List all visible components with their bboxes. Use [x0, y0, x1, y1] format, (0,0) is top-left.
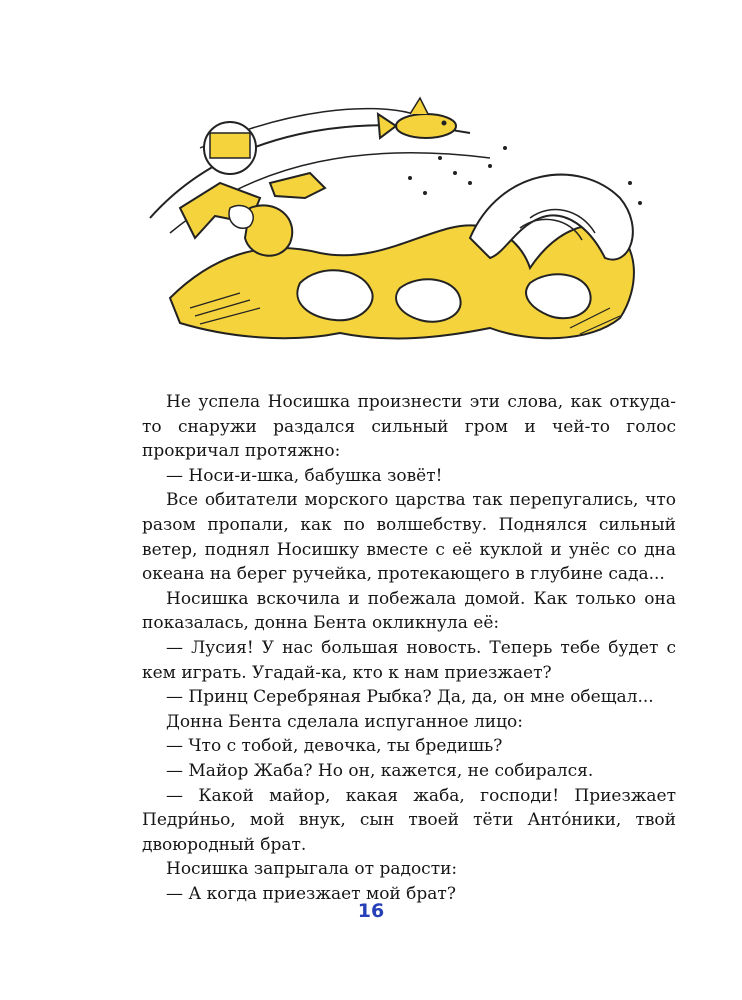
paragraph: Не успела Носишка произнести эти слова, как откуда-то снаружи раздался сильный гром и чей-то голос прокричал протяжно:	[142, 392, 676, 462]
paragraph: Донна Бента сделала испуганное лицо:	[166, 711, 524, 732]
fish-icon	[378, 98, 456, 138]
paragraph: — Лусия! У нас большая новость. Теперь тебе будет с кем играть. Угадай-ка, кто к нам приезжает?	[142, 637, 676, 683]
story-text	[142, 390, 676, 906]
page-number: 16	[357, 900, 385, 922]
paragraph: Все обитатели морского царства так перепугались, что разом пропали, как по волшебству. Поднялся сильный ветер, поднял Носишку вместе с её куклой и унёс со дна океана на берег ручейка, протекающего в глубине сада...	[142, 490, 676, 585]
paragraph: — Носи-и-шка, бабушка зовёт!	[166, 465, 443, 486]
paragraph: Носишка запрыгала от радости:	[166, 859, 458, 880]
paragraph: — Принц Серебряная Рыбка? Да, да, он мне обещал...	[166, 687, 654, 708]
girl-figure	[180, 122, 325, 256]
paragraph: — А когда приезжает мой брат?	[166, 883, 456, 904]
illustration	[110, 88, 670, 358]
paragraph: — Какой майор, какая жаба, господи! Приезжает Педри́ньо, мой внук, сын твоей тёти Анто́ники, твой двоюродный брат.	[142, 785, 676, 855]
paragraph: Носишка вскочила и побежала домой. Как только она показалась, донна Бента окликнула её:	[142, 588, 676, 634]
paragraph: — Что с тобой, девочка, ты бредишь?	[166, 736, 503, 757]
girl-swept-by-waves-illustration	[110, 88, 670, 358]
paragraph: — Майор Жаба? Но он, кажется, не собирался.	[166, 760, 594, 781]
